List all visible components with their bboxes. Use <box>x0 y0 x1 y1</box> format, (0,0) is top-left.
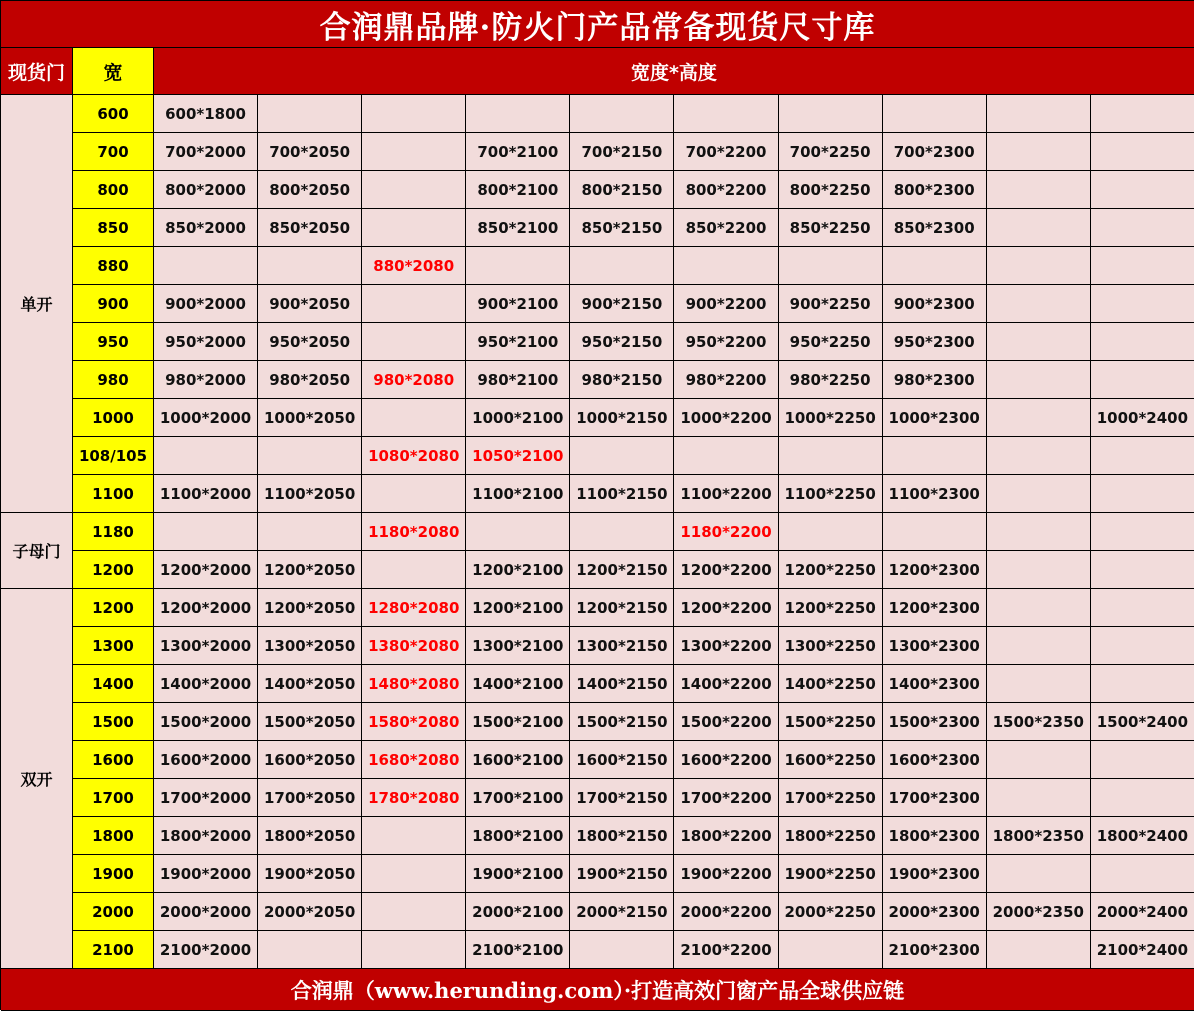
size-cell: 900*2250 <box>779 285 883 323</box>
size-cell <box>987 665 1091 703</box>
size-cell: 1200*2050 <box>258 589 362 627</box>
size-cell: 900*2000 <box>154 285 258 323</box>
width-cell: 950 <box>73 323 154 361</box>
size-cell: 2100*2000 <box>154 931 258 969</box>
size-cell: 950*2100 <box>466 323 570 361</box>
size-cell: 2000*2000 <box>154 893 258 931</box>
size-cell: 800*2000 <box>154 171 258 209</box>
size-cell <box>154 437 258 475</box>
size-cell: 1000*2250 <box>779 399 883 437</box>
header-size: 宽度*高度 <box>154 48 1194 95</box>
size-cell: 1500*2350 <box>987 703 1091 741</box>
size-cell: 1000*2200 <box>674 399 778 437</box>
width-cell: 1500 <box>73 703 154 741</box>
size-cell <box>779 437 883 475</box>
size-cell <box>258 247 362 285</box>
size-cell: 1200*2100 <box>466 589 570 627</box>
header-group: 现货门 <box>1 48 73 95</box>
size-cell: 1000*2150 <box>570 399 674 437</box>
size-cell: 900*2100 <box>466 285 570 323</box>
size-cell <box>987 475 1091 513</box>
size-cell: 1100*2150 <box>570 475 674 513</box>
size-cell: 1200*2200 <box>674 589 778 627</box>
size-cell <box>987 171 1091 209</box>
size-cell: 2000*2200 <box>674 893 778 931</box>
size-cell: 700*2150 <box>570 133 674 171</box>
size-cell: 1800*2350 <box>987 817 1091 855</box>
width-cell: 2000 <box>73 893 154 931</box>
size-cell <box>987 779 1091 817</box>
width-cell: 800 <box>73 171 154 209</box>
size-cell <box>883 437 987 475</box>
size-cell: 980*2050 <box>258 361 362 399</box>
width-cell: 1180 <box>73 513 154 551</box>
size-cell: 900*2050 <box>258 285 362 323</box>
width-cell: 1800 <box>73 817 154 855</box>
size-cell: 1000*2400 <box>1091 399 1194 437</box>
size-cell: 1200*2150 <box>570 589 674 627</box>
size-cell: 1900*2150 <box>570 855 674 893</box>
size-cell: 1480*2080 <box>362 665 466 703</box>
size-cell <box>987 285 1091 323</box>
size-cell: 980*2200 <box>674 361 778 399</box>
size-cell: 2000*2100 <box>466 893 570 931</box>
size-cell: 1800*2250 <box>779 817 883 855</box>
size-cell: 850*2150 <box>570 209 674 247</box>
width-cell: 850 <box>73 209 154 247</box>
size-cell <box>1091 589 1194 627</box>
size-cell: 980*2080 <box>362 361 466 399</box>
size-cell: 900*2200 <box>674 285 778 323</box>
size-cell <box>1091 741 1194 779</box>
size-cell <box>1091 627 1194 665</box>
size-cell: 1600*2000 <box>154 741 258 779</box>
size-cell <box>362 817 466 855</box>
size-cell <box>362 893 466 931</box>
size-cell <box>987 399 1091 437</box>
size-cell: 1580*2080 <box>362 703 466 741</box>
group-label: 子母门 <box>1 513 73 589</box>
size-cell: 1400*2100 <box>466 665 570 703</box>
size-cell: 1100*2200 <box>674 475 778 513</box>
size-cell: 1380*2080 <box>362 627 466 665</box>
size-cell <box>362 855 466 893</box>
size-cell: 900*2150 <box>570 285 674 323</box>
size-cell: 1500*2150 <box>570 703 674 741</box>
size-cell: 980*2250 <box>779 361 883 399</box>
size-cell <box>883 95 987 133</box>
size-cell: 1700*2250 <box>779 779 883 817</box>
size-cell <box>987 931 1091 969</box>
size-cell <box>987 551 1091 589</box>
size-cell <box>1091 513 1194 551</box>
size-cell: 1800*2000 <box>154 817 258 855</box>
size-cell: 1600*2250 <box>779 741 883 779</box>
size-cell <box>674 247 778 285</box>
size-cell <box>362 323 466 361</box>
size-cell: 1700*2100 <box>466 779 570 817</box>
size-cell: 950*2150 <box>570 323 674 361</box>
size-cell <box>987 589 1091 627</box>
size-cell: 1200*2250 <box>779 589 883 627</box>
size-cell <box>779 247 883 285</box>
size-cell: 1300*2200 <box>674 627 778 665</box>
size-cell: 1100*2050 <box>258 475 362 513</box>
size-cell <box>1091 665 1194 703</box>
width-cell: 880 <box>73 247 154 285</box>
size-cell: 2100*2300 <box>883 931 987 969</box>
width-cell: 1600 <box>73 741 154 779</box>
size-cell: 1780*2080 <box>362 779 466 817</box>
size-cell <box>362 551 466 589</box>
size-cell: 2000*2400 <box>1091 893 1194 931</box>
size-cell: 850*2250 <box>779 209 883 247</box>
size-cell: 1900*2100 <box>466 855 570 893</box>
size-cell: 1700*2050 <box>258 779 362 817</box>
size-cell <box>258 931 362 969</box>
size-cell: 850*2300 <box>883 209 987 247</box>
size-cell <box>466 247 570 285</box>
size-cell: 1200*2100 <box>466 551 570 589</box>
size-cell: 1800*2100 <box>466 817 570 855</box>
size-cell: 1200*2300 <box>883 551 987 589</box>
size-cell: 2000*2150 <box>570 893 674 931</box>
size-cell: 900*2300 <box>883 285 987 323</box>
width-cell: 1200 <box>73 551 154 589</box>
size-cell: 950*2300 <box>883 323 987 361</box>
size-cell: 1200*2000 <box>154 589 258 627</box>
size-cell: 1600*2300 <box>883 741 987 779</box>
size-cell: 850*2050 <box>258 209 362 247</box>
size-cell: 1500*2300 <box>883 703 987 741</box>
size-cell: 1300*2300 <box>883 627 987 665</box>
size-cell: 1200*2200 <box>674 551 778 589</box>
size-cell <box>779 513 883 551</box>
size-cell: 980*2000 <box>154 361 258 399</box>
size-cell: 2000*2350 <box>987 893 1091 931</box>
size-cell: 1680*2080 <box>362 741 466 779</box>
size-cell <box>570 95 674 133</box>
size-cell: 1800*2400 <box>1091 817 1194 855</box>
width-cell: 1700 <box>73 779 154 817</box>
size-cell: 2000*2300 <box>883 893 987 931</box>
size-cell: 1800*2050 <box>258 817 362 855</box>
size-cell <box>1091 209 1194 247</box>
size-cell: 1300*2250 <box>779 627 883 665</box>
footer-slogan: 合润鼎（www.herunding.com）·打造高效门窗产品全球供应链 <box>1 969 1194 1011</box>
size-cell <box>987 323 1091 361</box>
size-cell <box>1091 475 1194 513</box>
size-cell: 700*2100 <box>466 133 570 171</box>
size-cell: 850*2100 <box>466 209 570 247</box>
size-cell <box>987 513 1091 551</box>
size-cell: 1400*2200 <box>674 665 778 703</box>
size-cell: 1300*2000 <box>154 627 258 665</box>
size-cell: 950*2050 <box>258 323 362 361</box>
size-cell: 700*2000 <box>154 133 258 171</box>
width-cell: 1400 <box>73 665 154 703</box>
size-cell: 1000*2050 <box>258 399 362 437</box>
size-cell <box>258 513 362 551</box>
size-cell <box>987 437 1091 475</box>
size-cell: 700*2200 <box>674 133 778 171</box>
width-cell: 2100 <box>73 931 154 969</box>
size-cell: 800*2050 <box>258 171 362 209</box>
size-cell: 2100*2100 <box>466 931 570 969</box>
size-cell <box>987 133 1091 171</box>
size-cell: 1900*2000 <box>154 855 258 893</box>
size-cell: 1300*2050 <box>258 627 362 665</box>
width-cell: 1900 <box>73 855 154 893</box>
size-cell: 950*2000 <box>154 323 258 361</box>
size-cell: 1700*2000 <box>154 779 258 817</box>
size-cell <box>362 931 466 969</box>
size-cell: 1900*2050 <box>258 855 362 893</box>
size-cell: 980*2100 <box>466 361 570 399</box>
size-cell <box>570 931 674 969</box>
size-cell: 1700*2300 <box>883 779 987 817</box>
size-cell <box>883 513 987 551</box>
width-cell: 900 <box>73 285 154 323</box>
size-cell: 1000*2000 <box>154 399 258 437</box>
header-width: 宽 <box>73 48 154 95</box>
size-cell: 1600*2200 <box>674 741 778 779</box>
size-cell: 1500*2400 <box>1091 703 1194 741</box>
size-cell <box>779 931 883 969</box>
size-cell: 800*2100 <box>466 171 570 209</box>
size-cell: 1400*2000 <box>154 665 258 703</box>
size-cell: 600*1800 <box>154 95 258 133</box>
size-cell: 1100*2000 <box>154 475 258 513</box>
size-cell: 700*2300 <box>883 133 987 171</box>
size-cell: 950*2200 <box>674 323 778 361</box>
size-cell: 980*2300 <box>883 361 987 399</box>
width-cell: 980 <box>73 361 154 399</box>
size-cell <box>154 513 258 551</box>
width-cell: 1000 <box>73 399 154 437</box>
size-cell: 700*2050 <box>258 133 362 171</box>
size-cell <box>570 513 674 551</box>
size-cell <box>362 171 466 209</box>
size-cell: 2100*2400 <box>1091 931 1194 969</box>
size-cell: 1200*2150 <box>570 551 674 589</box>
size-cell: 1500*2250 <box>779 703 883 741</box>
size-cell: 1400*2300 <box>883 665 987 703</box>
size-cell: 1050*2100 <box>466 437 570 475</box>
size-cell: 850*2000 <box>154 209 258 247</box>
group-label: 单开 <box>1 95 73 513</box>
size-cell: 2000*2250 <box>779 893 883 931</box>
size-cell: 1800*2150 <box>570 817 674 855</box>
size-cell <box>1091 779 1194 817</box>
size-cell <box>466 95 570 133</box>
width-cell: 600 <box>73 95 154 133</box>
size-cell: 850*2200 <box>674 209 778 247</box>
size-cell: 800*2300 <box>883 171 987 209</box>
size-cell <box>674 95 778 133</box>
size-cell: 980*2150 <box>570 361 674 399</box>
size-cell: 1100*2300 <box>883 475 987 513</box>
size-cell <box>1091 171 1194 209</box>
size-cell: 1800*2300 <box>883 817 987 855</box>
size-cell: 1080*2080 <box>362 437 466 475</box>
size-cell: 1900*2300 <box>883 855 987 893</box>
size-cell: 1300*2100 <box>466 627 570 665</box>
width-cell: 700 <box>73 133 154 171</box>
size-cell: 700*2250 <box>779 133 883 171</box>
size-cell: 1400*2050 <box>258 665 362 703</box>
size-cell <box>1091 285 1194 323</box>
size-cell: 1900*2250 <box>779 855 883 893</box>
size-cell: 1500*2200 <box>674 703 778 741</box>
size-cell: 2000*2050 <box>258 893 362 931</box>
size-cell <box>362 285 466 323</box>
size-cell: 1200*2300 <box>883 589 987 627</box>
size-cell: 1800*2200 <box>674 817 778 855</box>
size-cell: 880*2080 <box>362 247 466 285</box>
size-cell: 800*2250 <box>779 171 883 209</box>
size-cell: 1600*2050 <box>258 741 362 779</box>
size-cell: 1300*2150 <box>570 627 674 665</box>
size-cell: 1100*2100 <box>466 475 570 513</box>
size-cell <box>987 855 1091 893</box>
width-cell: 108/105 <box>73 437 154 475</box>
size-cell: 1700*2150 <box>570 779 674 817</box>
size-cell: 950*2250 <box>779 323 883 361</box>
size-cell: 1200*2000 <box>154 551 258 589</box>
size-cell: 1900*2200 <box>674 855 778 893</box>
size-cell <box>987 95 1091 133</box>
size-cell: 1100*2250 <box>779 475 883 513</box>
size-cell <box>154 247 258 285</box>
size-cell: 800*2150 <box>570 171 674 209</box>
size-cell <box>258 437 362 475</box>
size-cell: 1500*2100 <box>466 703 570 741</box>
size-cell <box>674 437 778 475</box>
size-cell: 1200*2250 <box>779 551 883 589</box>
size-cell <box>1091 95 1194 133</box>
size-cell <box>466 513 570 551</box>
size-cell: 1200*2050 <box>258 551 362 589</box>
size-cell <box>1091 247 1194 285</box>
size-cell <box>362 133 466 171</box>
group-label: 双开 <box>1 589 73 969</box>
size-cell: 1400*2250 <box>779 665 883 703</box>
size-cell: 1000*2100 <box>466 399 570 437</box>
size-cell: 1500*2000 <box>154 703 258 741</box>
size-cell: 1400*2150 <box>570 665 674 703</box>
page-title: 合润鼎品牌·防火门产品常备现货尺寸库 <box>1 1 1194 48</box>
size-cell <box>1091 323 1194 361</box>
size-cell <box>258 95 362 133</box>
width-cell: 1300 <box>73 627 154 665</box>
size-cell <box>779 95 883 133</box>
size-cell: 2100*2200 <box>674 931 778 969</box>
size-cell <box>987 361 1091 399</box>
size-cell <box>987 209 1091 247</box>
size-cell <box>1091 855 1194 893</box>
size-cell: 1600*2150 <box>570 741 674 779</box>
size-cell <box>987 247 1091 285</box>
size-cell <box>1091 133 1194 171</box>
size-cell <box>362 475 466 513</box>
size-cell: 1180*2080 <box>362 513 466 551</box>
size-cell: 800*2200 <box>674 171 778 209</box>
size-cell: 1600*2100 <box>466 741 570 779</box>
size-cell <box>362 209 466 247</box>
size-cell <box>987 741 1091 779</box>
width-cell: 1100 <box>73 475 154 513</box>
size-cell: 1180*2200 <box>674 513 778 551</box>
size-cell <box>570 247 674 285</box>
size-cell <box>1091 551 1194 589</box>
size-cell <box>1091 437 1194 475</box>
size-cell: 1700*2200 <box>674 779 778 817</box>
size-cell: 1500*2050 <box>258 703 362 741</box>
size-cell <box>362 95 466 133</box>
size-cell <box>570 437 674 475</box>
size-cell <box>883 247 987 285</box>
size-cell <box>362 399 466 437</box>
size-cell: 1000*2300 <box>883 399 987 437</box>
size-cell <box>987 627 1091 665</box>
size-cell <box>1091 361 1194 399</box>
width-cell: 1200 <box>73 589 154 627</box>
size-cell: 1280*2080 <box>362 589 466 627</box>
